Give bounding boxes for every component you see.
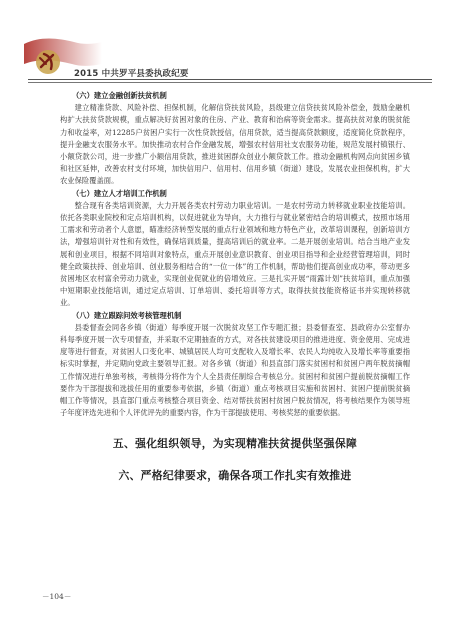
section-paragraph: 县委督查会同各乡镇（街道）每季度开展一次脱贫攻坚工作专题汇报；县委督查室、县政府办公室督办科每季度开展一次专项督查，并采取不定期抽查的方式，对各扶贫建设项目的推进进度、资金使用、完成进度等进行督查，对贫困人口变化率、城镇居民人均可支配收入及增长率、农民人均纯收入及增长率等重要指标实时掌握，并定期向党政主要领导汇报。对各乡镇（街道）和县直部门落实贫困村和贫困户两年脱贫摘帽工作情况进行单独考核，考核得分将作为个人全县责任制综合考核总分。贫困村和贫困户提前脱贫摘帽工作要作为干部提拔和选拔任用的重要参考依据，乡镇（街道）重点考核项目实施和贫困村、贫困户提前脱贫摘帽工作等情况，县直部门重点考核整合项目资金、结对帮扶贫困村贫困户脱贫情况，将考核结果作为领导班子年度评选先进和个人评优评先的重要内容，作为干部提拔使用、考核奖惩的重要依据。 bbox=[60, 322, 410, 418]
section-heading: （六）建立金融创新扶贫机制 bbox=[72, 91, 167, 100]
section-paragraph: 建立精准贷款、风险补偿、担保机制，化解信贷扶贫风险，县级建立信贷扶贫风险补偿金，鼓励金融机构扩大扶贫贷款规模，重点解决好贫困对象的住房、产业、教育和治病等资金需求。提高扶贫对象的脱贫能力和收益率，对12285户贫困户实行一次性贷款授信，信用贷款，适当提高贷款额度，适度简化贷款程序，提升金融支农服务水平。加快推动农村合作金融发展，增强农村信用社支农服务功能，规范发展村镇银行、小额贷款公司，进一步推广小额信用贷款，推进贫困群众创业小额贷款工作。推动金融机构网点向贫困乡镇和社区延伸，改善农村支付环境，加快信用户、信用村、信用乡镇（街道）建设，发展农业担保机构，扩大农业保险覆盖面。 bbox=[60, 103, 410, 186]
header-rule bbox=[28, 79, 432, 80]
running-header-title: 2015 中共罗平县委执政纪要 bbox=[74, 69, 189, 79]
section-paragraph: 整合现有各类培训资源，大力开展各类农村劳动力职业培训。一是农村劳动力转移就业职业技能培训。依托各类职业院校和定点培训机构，以促进就业为导向，大力推行与就业紧密结合的培训模式，按照市场用工需求和劳动者个人意愿，瞄准经济转型发展的重点行业领域和地方特色产业，改革培训课程，创新培训方法，增强培训针对性和有效性，确保培训质量，提高培训后的就业率。二是开展创业培训。结合当地产业发展和创业项目，根据不同培训对象特点，重点开展创业意识教育、创业项目指导和企业经营管理培训，同时健全政策扶持、创业培训、创业服务相结合的“一位一体”的工作机制，帮助他们提高创业成功率，带动更多贫困地区农村富余劳动力就业，实现创业促就业的倍增效应。三是扎实开展“雨露计划”扶贫培训，重点加强中短期职业技能培训，通过定点培训、订单培训、委托培训等方式，取得扶贫技能资格证书并实现转移就业。 bbox=[60, 200, 410, 308]
page-number: －104－ bbox=[42, 592, 72, 601]
body-content bbox=[60, 90, 410, 483]
section-heading: （八）建立跟踪问效考核管理机制 bbox=[72, 310, 182, 320]
major-heading: 五、强化组织领导，为实现精准扶贫提供坚强保障 bbox=[112, 437, 358, 451]
section-heading: （七）建立人才培训工作机制 bbox=[72, 188, 167, 198]
header-rule-thin bbox=[28, 82, 432, 83]
major-heading: 六、严格纪律要求，确保各项工作扎实有效推进 bbox=[118, 469, 352, 483]
